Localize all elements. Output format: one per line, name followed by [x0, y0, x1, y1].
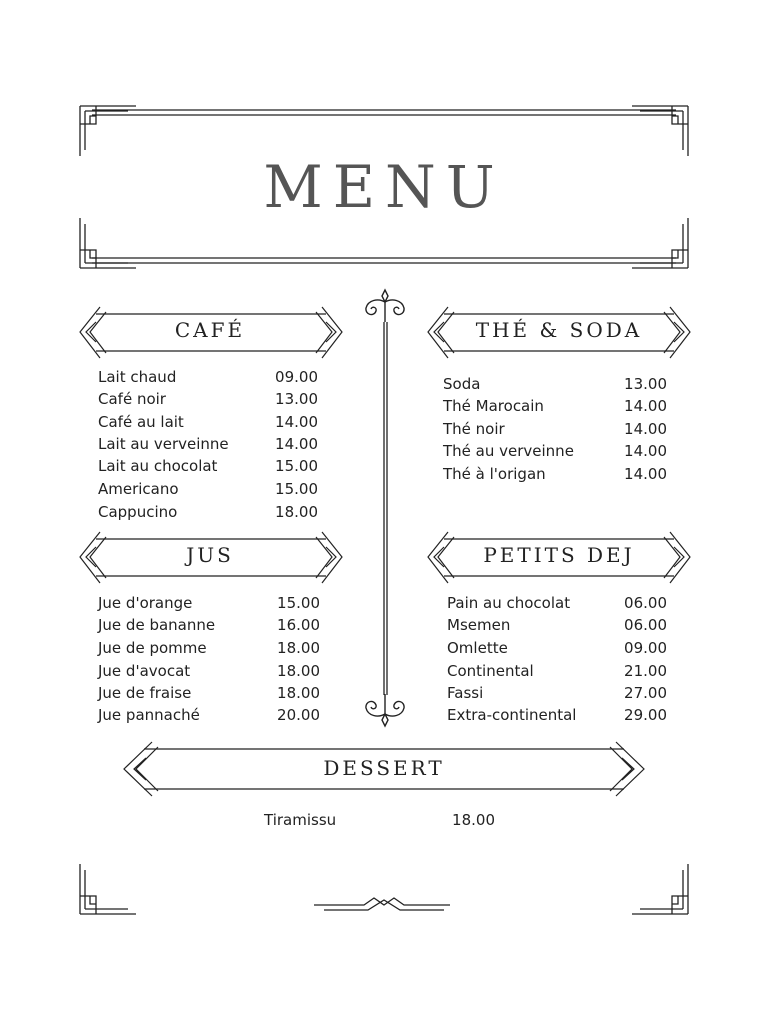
menu-title: MENU — [263, 153, 505, 221]
item-name: Thé au verveinne — [443, 442, 574, 460]
item-name: Pain au chocolat — [447, 594, 571, 612]
section-title-dessert: DESSERT — [323, 756, 445, 780]
item-price: 14.00 — [624, 397, 667, 415]
section-title-the-soda: THÉ & SODA — [475, 318, 643, 342]
item-name: Extra-continental — [447, 706, 577, 724]
item-name: Jue d'avocat — [98, 662, 191, 680]
item-name: Jue pannaché — [98, 706, 200, 724]
item-name: Jue de pomme — [98, 639, 207, 657]
item-name: Café au lait — [98, 413, 184, 431]
item-price: 18.00 — [275, 503, 318, 521]
item-name: Jue d'orange — [98, 594, 193, 612]
section-title-petits-dej: PETITS DEJ — [483, 543, 635, 567]
item-price: 14.00 — [624, 442, 667, 460]
item-name: Thé à l'origan — [443, 465, 546, 483]
item-name: Tiramissu — [264, 811, 337, 829]
item-price: 14.00 — [624, 420, 667, 438]
item-price: 18.00 — [452, 811, 495, 829]
item-price: 15.00 — [275, 457, 318, 475]
item-name: Cappucino — [98, 503, 178, 521]
item-price: 29.00 — [624, 706, 667, 724]
item-name: Fassi — [447, 684, 484, 702]
item-name: Jue de fraise — [98, 684, 192, 702]
item-name: Msemen — [447, 616, 511, 634]
item-price: 16.00 — [277, 616, 320, 634]
item-price: 18.00 — [277, 639, 320, 657]
item-price: 15.00 — [275, 480, 318, 498]
item-name: Lait chaud — [98, 368, 177, 386]
item-name: Continental — [447, 662, 534, 680]
item-price: 06.00 — [624, 616, 667, 634]
item-price: 09.00 — [275, 368, 318, 386]
item-price: 21.00 — [624, 662, 667, 680]
item-name: Jue de bananne — [98, 616, 216, 634]
item-price: 18.00 — [277, 684, 320, 702]
item-name: Omlette — [447, 639, 508, 657]
section-title-jus: JUS — [186, 543, 234, 567]
item-name: Lait au chocolat — [98, 457, 218, 475]
item-name: Soda — [443, 375, 481, 393]
item-name: Americano — [98, 480, 179, 498]
item-price: 13.00 — [275, 390, 318, 408]
item-price: 18.00 — [277, 662, 320, 680]
item-price: 15.00 — [277, 594, 320, 612]
item-name: Café noir — [98, 390, 166, 408]
item-price: 20.00 — [277, 706, 320, 724]
item-name: Thé noir — [443, 420, 505, 438]
item-price: 06.00 — [624, 594, 667, 612]
item-price: 14.00 — [275, 435, 318, 453]
section-title-cafe: CAFÉ — [174, 318, 246, 342]
item-name: Thé Marocain — [443, 397, 544, 415]
item-name: Lait au verveinne — [98, 435, 229, 453]
item-price: 14.00 — [275, 413, 318, 431]
item-price: 09.00 — [624, 639, 667, 657]
item-price: 13.00 — [624, 375, 667, 393]
item-price: 27.00 — [624, 684, 667, 702]
item-price: 14.00 — [624, 465, 667, 483]
